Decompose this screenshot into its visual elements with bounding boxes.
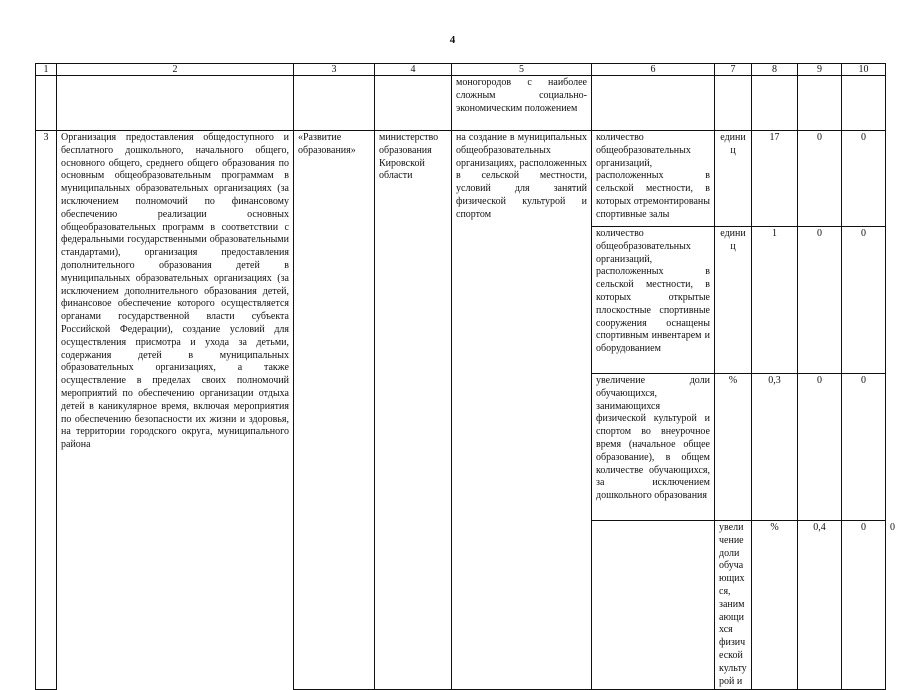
table-cell	[592, 76, 715, 131]
header-cell: 1	[36, 64, 57, 76]
table-cell	[294, 76, 375, 131]
table-cell	[57, 76, 294, 131]
table-cell	[36, 521, 57, 690]
indicator-value: 0	[842, 374, 886, 521]
indicator-name: увеличение доли обучающихся, занимающихся физической культурой и	[715, 521, 752, 690]
indicator-value: 0	[798, 227, 842, 374]
indicator-unit: единиц	[715, 131, 752, 227]
header-cell: 3	[294, 64, 375, 76]
header-row	[36, 64, 886, 76]
indicator-value: 1	[752, 227, 798, 374]
indicator-value: 17	[752, 131, 798, 227]
table-cell	[36, 76, 57, 131]
page-number: 4	[449, 34, 456, 46]
header-cell: 5	[452, 64, 592, 76]
indicator-value: 0	[842, 521, 886, 690]
indicator-unit: %	[715, 374, 752, 521]
table-cell	[375, 374, 452, 521]
indicator-value: 0,3	[752, 374, 798, 521]
table-cell	[294, 227, 375, 374]
table-cell	[798, 76, 842, 131]
indicator-unit: %	[752, 521, 798, 690]
table-cell	[36, 227, 57, 374]
continuation-row	[36, 76, 886, 131]
indicator-value: 0	[798, 374, 842, 521]
header-cell: 2	[57, 64, 294, 76]
table-cell	[452, 521, 592, 690]
indicator-value: 0	[842, 131, 886, 227]
program-name: «Развитие образования»	[294, 131, 375, 227]
table-cell	[752, 76, 798, 131]
table-cell	[375, 76, 452, 131]
indicator-value: 0	[798, 131, 842, 227]
table-cell	[452, 374, 592, 521]
purpose-continuation: моногородов с наиболее сложным социально-экономическим положением	[452, 76, 592, 131]
table-cell	[294, 374, 375, 521]
indicator-name: количество общеобразовательных организаций, расположенных в сельской местности, в которых открытые плоскостные спортивные сооружения оснащены спортивным инвентарем и оборудованием	[592, 227, 715, 374]
table-cell	[375, 521, 452, 690]
header-cell: 6	[592, 64, 715, 76]
indicator-value: 0,4	[798, 521, 842, 690]
indicator-name: увеличение доли обучающихся, занимающихся физической культурой и спортом во внеурочное время (начальное общее образование), в общем количестве обучающихся, за исключением дошкольного образования	[592, 374, 715, 521]
indicator-value: 0	[842, 227, 886, 374]
row-number: 3	[36, 131, 57, 227]
table-cell	[294, 521, 375, 690]
table-row	[36, 131, 886, 227]
header-cell: 9	[798, 64, 842, 76]
table-cell	[36, 374, 57, 521]
data-table	[35, 63, 895, 690]
table-cell	[375, 227, 452, 374]
indicator-name: количество общеобразовательных организаций, расположенных в сельской местности, в которых отремонтированы спортивные залы	[592, 131, 715, 227]
table-cell	[842, 76, 886, 131]
table-row: увеличение доли обучающихся, занимающихся физической культурой и % 0,4 0 0	[36, 521, 886, 690]
header-cell: 8	[752, 64, 798, 76]
activity-description: Организация предоставления общедоступного и бесплатного дошкольного, начального общего, основного общего, среднего общего образования по основным общеобразовательным программам в муниципальных образовательных организациях (за исключением полномочий по финансовому обеспечению реализации основных общеобразовательных программ в соответствии с федеральными государственными образовательными стандартами), организация предоставления дополнительного образования детей в муниципальных образовательных организациях (за исключением дополнительного образования детей, финансовое обеспечение которого осуществляется органами государственной власти субъекта Российской Федерации), создание условий для осуществления присмотра и ухода за детьми, содержания детей в муниципальных образовательных организациях, а также осуществление в пределах своих полномочий мероприятий по обеспечению организации отдыха детей в каникулярное время, включая мероприятия по обеспечению безопасности их жизни и здоровья, на территории городского округа, муниципального района	[57, 131, 294, 690]
table-cell	[592, 521, 715, 690]
table-cell	[452, 227, 592, 374]
indicator-unit: единиц	[715, 227, 752, 374]
responsible-ministry: министерство образования Кировской области	[375, 131, 452, 227]
subsidy-purpose: на создание в муниципальных общеобразовательных организациях, расположенных в сельской местности, условий для занятий физической культурой и спортом	[452, 131, 592, 227]
header-cell: 10	[842, 64, 886, 76]
table-cell	[715, 76, 752, 131]
header-cell: 7	[715, 64, 752, 76]
header-cell: 4	[375, 64, 452, 76]
